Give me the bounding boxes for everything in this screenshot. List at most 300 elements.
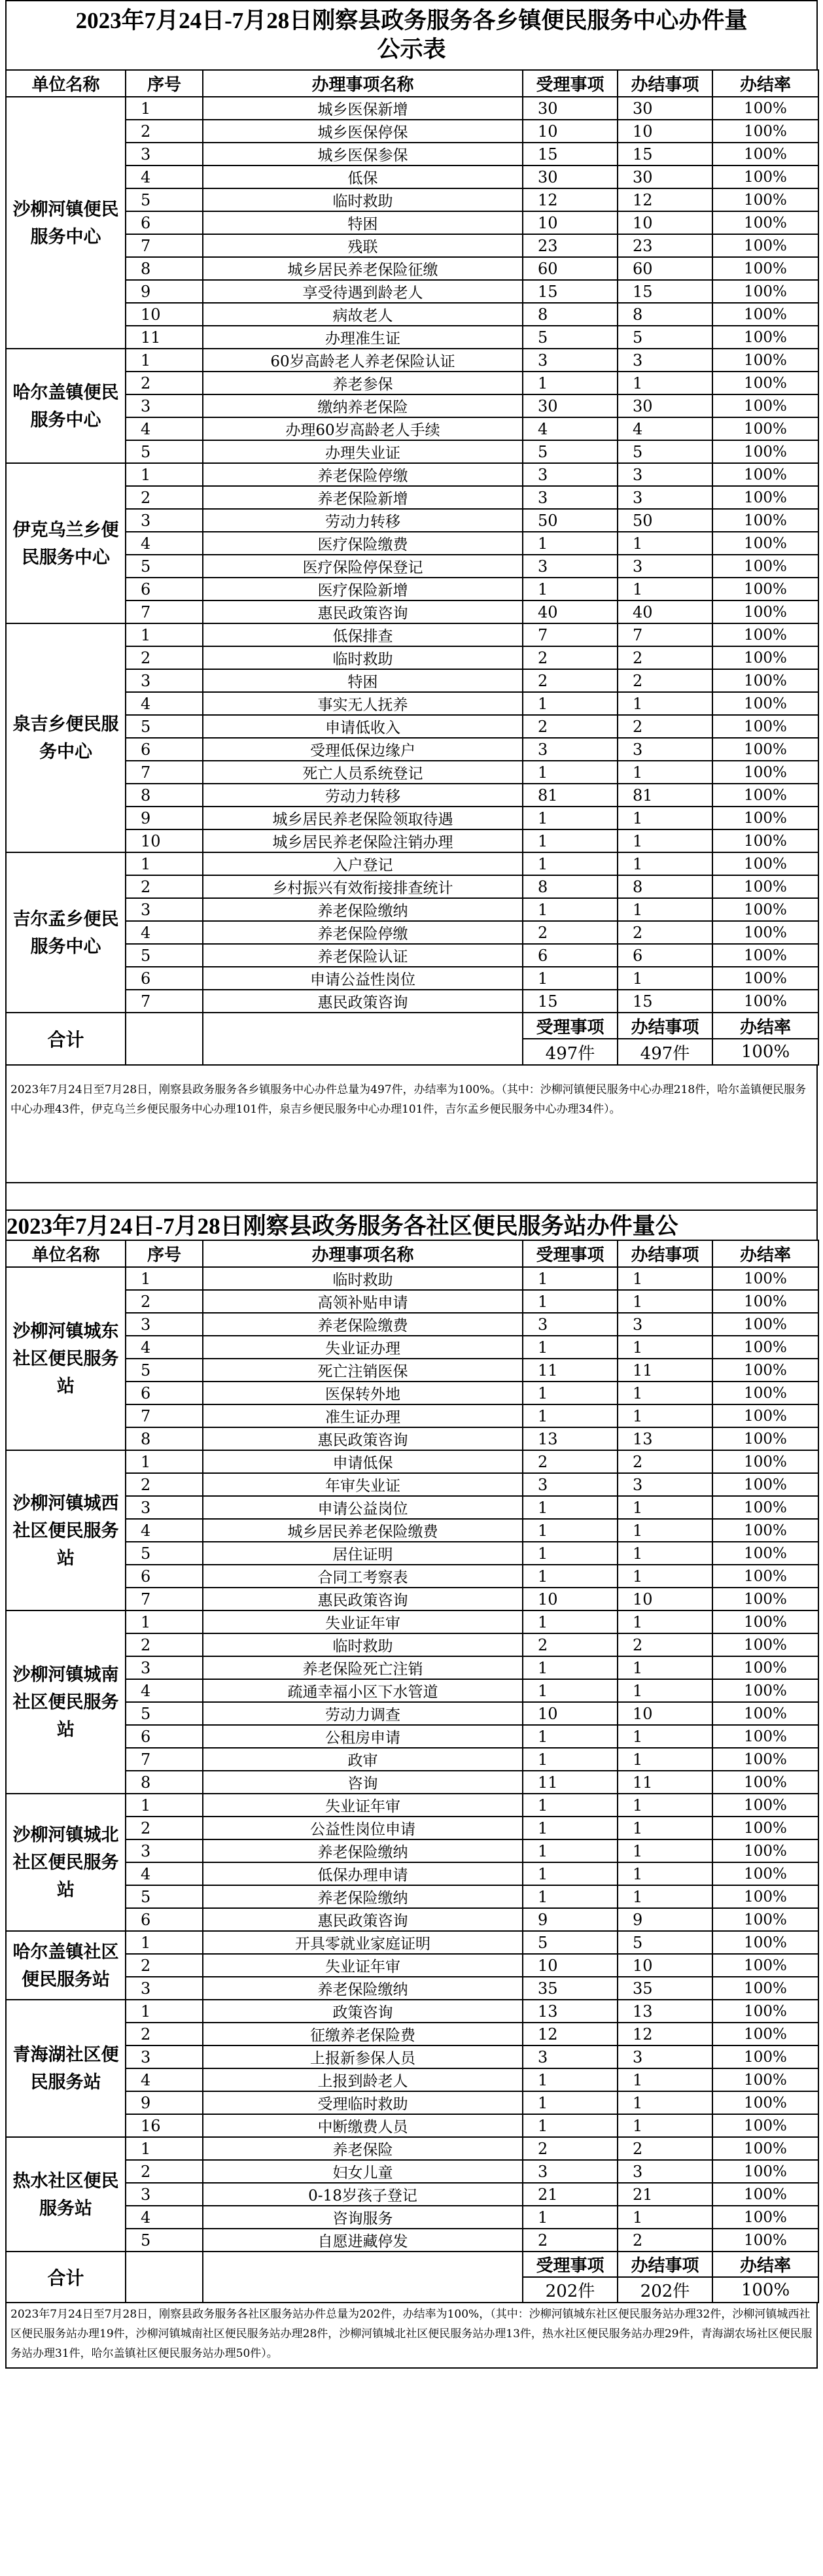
accepted-count: 2 [523, 715, 618, 738]
accepted-count: 2 [523, 921, 618, 944]
done-rate: 100% [712, 303, 818, 326]
item-name: 乡村振兴有效衔接排查统计 [203, 875, 523, 898]
done-rate: 100% [712, 1908, 818, 1931]
table-row [6, 921, 818, 944]
done-rate: 100% [712, 2114, 818, 2137]
section1-header-row [6, 70, 818, 97]
section2-table [5, 1240, 819, 2303]
row-index: 1 [126, 1267, 203, 1290]
done-rate: 100% [712, 2160, 818, 2183]
table-row [6, 394, 818, 417]
done-rate: 100% [712, 1313, 818, 1336]
section1-total-accepted-head: 受理事项 [523, 1013, 618, 1039]
accepted-count: 1 [523, 1885, 618, 1908]
item-name: 准生证办理 [203, 1404, 523, 1427]
accepted-count: 1 [523, 1656, 618, 1679]
done-count: 2 [618, 669, 712, 692]
section1-total-label: 合计 [6, 1013, 126, 1065]
row-index: 16 [126, 2114, 203, 2137]
row-index: 7 [126, 761, 203, 784]
done-rate: 100% [712, 1267, 818, 1290]
table-row [6, 2091, 818, 2114]
table-row [6, 2229, 818, 2252]
item-name: 城乡居民养老保险缴费 [203, 1519, 523, 1542]
item-name: 养老保险死亡注销 [203, 1656, 523, 1679]
row-index: 2 [126, 1633, 203, 1656]
section2-total-rate-head: 办结率 [712, 2252, 818, 2277]
row-index: 3 [126, 1313, 203, 1336]
row-index: 2 [126, 1290, 203, 1313]
done-count: 1 [618, 1839, 712, 1862]
done-count: 1 [618, 1817, 712, 1839]
row-index: 2 [126, 1473, 203, 1496]
accepted-count: 1 [523, 852, 618, 875]
accepted-count: 10 [523, 1588, 618, 1610]
table-row [6, 898, 818, 921]
row-index: 2 [126, 646, 203, 669]
item-name: 临时救助 [203, 1267, 523, 1290]
row-index: 6 [126, 1382, 203, 1404]
done-rate: 100% [712, 509, 818, 532]
accepted-count: 60 [523, 257, 618, 280]
done-rate: 100% [712, 1542, 818, 1565]
row-index: 4 [126, 417, 203, 440]
done-count: 1 [618, 967, 712, 990]
table-row [6, 486, 818, 509]
table-row [6, 578, 818, 600]
done-count: 9 [618, 1908, 712, 1931]
table-row [6, 692, 818, 715]
table-row [6, 761, 818, 784]
done-rate: 100% [712, 280, 818, 303]
item-name: 咨询服务 [203, 2206, 523, 2229]
accepted-count: 10 [523, 120, 618, 143]
item-name: 合同工考察表 [203, 1565, 523, 1588]
accepted-count: 10 [523, 1954, 618, 1977]
item-name: 享受待遇到龄老人 [203, 280, 523, 303]
row-index: 8 [126, 1771, 203, 1794]
unit-name: 哈尔盖镇便民服务中心 [6, 349, 126, 463]
table-row [6, 807, 818, 829]
table-row [6, 875, 818, 898]
accepted-count: 1 [523, 1725, 618, 1748]
item-name: 惠民政策咨询 [203, 990, 523, 1013]
unit-name: 泉吉乡便民服务中心 [6, 623, 126, 852]
item-name: 申请低保 [203, 1450, 523, 1473]
table-row [6, 463, 818, 486]
accepted-count: 1 [523, 967, 618, 990]
row-index: 2 [126, 1817, 203, 1839]
item-name: 上报到龄老人 [203, 2068, 523, 2091]
done-count: 10 [618, 1954, 712, 1977]
accepted-count: 5 [523, 440, 618, 463]
unit-name: 伊克乌兰乡便民服务中心 [6, 463, 126, 623]
table-row [6, 2183, 818, 2206]
accepted-count: 1 [523, 692, 618, 715]
row-index: 2 [126, 372, 203, 394]
done-rate: 100% [712, 852, 818, 875]
item-name: 城乡医保新增 [203, 97, 523, 120]
accepted-count: 1 [523, 807, 618, 829]
table-row [6, 143, 818, 165]
done-count: 1 [618, 1336, 712, 1359]
done-count: 81 [618, 784, 712, 807]
section1-note: 2023年7月24日至7月28日，刚察县政务服务各乡镇服务中心办件总量为497件，办结率为100%。（其中：沙柳河镇便民服务中心办理218件，哈尔盖镇便民服务中心办理43件，伊克乌兰乡便民服务中心办理101件，泉吉乡便民服务中心办理101件，吉尔孟乡便民服务中心办理34件）。 [5, 1066, 818, 1183]
accepted-count: 2 [523, 646, 618, 669]
done-count: 3 [618, 486, 712, 509]
accepted-count: 12 [523, 188, 618, 211]
table-row [6, 555, 818, 578]
row-index: 7 [126, 990, 203, 1013]
row-index: 8 [126, 1427, 203, 1450]
row-index: 5 [126, 1702, 203, 1725]
accepted-count: 2 [523, 1450, 618, 1473]
row-index: 2 [126, 486, 203, 509]
accepted-count: 12 [523, 2023, 618, 2045]
done-count: 1 [618, 372, 712, 394]
accepted-count: 2 [523, 2229, 618, 2252]
done-rate: 100% [712, 1496, 818, 1519]
accepted-count: 1 [523, 1839, 618, 1862]
row-index: 1 [126, 349, 203, 372]
section2-note: 2023年7月24日至7月28日，刚察县政务服务各社区服务站办件总量为202件，办结率为100%，（其中：沙柳河镇城东社区便民服务站办理32件，沙柳河镇城西社区便民服务站办理19件，沙柳河镇城南社区便民服务站办理28件，沙柳河镇城北社区便民服务站办理13件，热水社区便民服务站办理29件，青海湖农场社区便民服务站办理31件，哈尔盖镇社区便民服务站办理50件）。 [5, 2303, 818, 2369]
section1-total-rate-head: 办结率 [712, 1013, 818, 1039]
row-index: 6 [126, 1725, 203, 1748]
done-count: 1 [618, 2114, 712, 2137]
done-rate: 100% [712, 1954, 818, 1977]
row-index: 1 [126, 1931, 203, 1954]
item-name: 临时救助 [203, 1633, 523, 1656]
accepted-count: 3 [523, 555, 618, 578]
accepted-count: 1 [523, 1542, 618, 1565]
table-row [6, 1427, 818, 1450]
done-rate: 100% [712, 2045, 818, 2068]
accepted-count: 1 [523, 1794, 618, 1817]
item-name: 病故老人 [203, 303, 523, 326]
accepted-count: 50 [523, 509, 618, 532]
table-row [6, 1542, 818, 1565]
accepted-count: 1 [523, 1496, 618, 1519]
done-rate: 100% [712, 669, 818, 692]
accepted-count: 5 [523, 1931, 618, 1954]
accepted-count: 4 [523, 417, 618, 440]
done-rate: 100% [712, 692, 818, 715]
done-count: 3 [618, 555, 712, 578]
row-index: 7 [126, 234, 203, 257]
row-index: 3 [126, 1977, 203, 2000]
section2-total-blank-index [126, 2252, 203, 2303]
table-row [6, 1862, 818, 1885]
section2-total-label: 合计 [6, 2252, 126, 2303]
done-count: 1 [618, 1885, 712, 1908]
table-row [6, 211, 818, 234]
table-row [6, 440, 818, 463]
done-count: 1 [618, 1794, 712, 1817]
accepted-count: 3 [523, 463, 618, 486]
accepted-count: 1 [523, 372, 618, 394]
table-row [6, 1565, 818, 1588]
row-index: 7 [126, 600, 203, 623]
item-name: 养老保险缴纳 [203, 1839, 523, 1862]
section-gap [5, 1183, 818, 1210]
done-count: 1 [618, 1267, 712, 1290]
done-count: 1 [618, 1862, 712, 1885]
done-rate: 100% [712, 578, 818, 600]
header-done: 办结事项 [618, 70, 712, 97]
row-index: 7 [126, 1588, 203, 1610]
done-rate: 100% [712, 555, 818, 578]
accepted-count: 1 [523, 1267, 618, 1290]
done-rate: 100% [712, 257, 818, 280]
table-row [6, 303, 818, 326]
accepted-count: 30 [523, 394, 618, 417]
done-rate: 100% [712, 829, 818, 852]
header-index: 序号 [126, 70, 203, 97]
done-count: 1 [618, 898, 712, 921]
done-rate: 100% [712, 486, 818, 509]
table-row [6, 280, 818, 303]
done-count: 12 [618, 2023, 712, 2045]
done-count: 2 [618, 646, 712, 669]
item-name: 临时救助 [203, 646, 523, 669]
item-name: 惠民政策咨询 [203, 1427, 523, 1450]
section2-total [6, 2252, 818, 2303]
accepted-count: 1 [523, 1610, 618, 1633]
item-name: 惠民政策咨询 [203, 1908, 523, 1931]
table-row [6, 2137, 818, 2160]
row-index: 3 [126, 1839, 203, 1862]
item-name: 低保排查 [203, 623, 523, 646]
unit-name: 热水社区便民服务站 [6, 2137, 126, 2252]
done-count: 2 [618, 2137, 712, 2160]
row-index: 6 [126, 967, 203, 990]
table-row [6, 2068, 818, 2091]
item-name: 咨询 [203, 1771, 523, 1794]
row-index: 4 [126, 2206, 203, 2229]
accepted-count: 11 [523, 1771, 618, 1794]
item-name: 申请公益岗位 [203, 1496, 523, 1519]
item-name: 养老保险缴纳 [203, 898, 523, 921]
done-count: 10 [618, 120, 712, 143]
done-rate: 100% [712, 1382, 818, 1404]
done-rate: 100% [712, 967, 818, 990]
done-count: 1 [618, 2091, 712, 2114]
done-count: 2 [618, 1450, 712, 1473]
header-unit: 单位名称 [6, 1240, 126, 1267]
table-row [6, 1908, 818, 1931]
table-row [6, 2114, 818, 2137]
row-index: 9 [126, 807, 203, 829]
accepted-count: 30 [523, 165, 618, 188]
accepted-count: 3 [523, 2045, 618, 2068]
row-index: 5 [126, 440, 203, 463]
done-rate: 100% [712, 2091, 818, 2114]
row-index: 5 [126, 188, 203, 211]
done-count: 10 [618, 1702, 712, 1725]
done-rate: 100% [712, 188, 818, 211]
done-rate: 100% [712, 372, 818, 394]
done-count: 13 [618, 1427, 712, 1450]
done-rate: 100% [712, 807, 818, 829]
done-rate: 100% [712, 1839, 818, 1862]
header-index: 序号 [126, 1240, 203, 1267]
section1-total [6, 1013, 818, 1065]
done-count: 5 [618, 1931, 712, 1954]
table-row [6, 1336, 818, 1359]
done-count: 30 [618, 97, 712, 120]
row-index: 7 [126, 1404, 203, 1427]
item-name: 妇女儿童 [203, 2160, 523, 2183]
row-index: 2 [126, 1954, 203, 1977]
row-index: 6 [126, 578, 203, 600]
row-index: 1 [126, 1610, 203, 1633]
header-rate: 办结率 [712, 70, 818, 97]
unit-name: 沙柳河镇城南社区便民服务站 [6, 1610, 126, 1794]
accepted-count: 1 [523, 578, 618, 600]
item-name: 受理低保边缘户 [203, 738, 523, 761]
row-index: 1 [126, 623, 203, 646]
unit-name: 沙柳河镇便民服务中心 [6, 97, 126, 349]
accepted-count: 1 [523, 2206, 618, 2229]
item-name: 疏通幸福小区下水管道 [203, 1679, 523, 1702]
item-name: 特困 [203, 669, 523, 692]
done-rate: 100% [712, 1633, 818, 1656]
done-count: 3 [618, 1313, 712, 1336]
item-name: 临时救助 [203, 188, 523, 211]
done-rate: 100% [712, 1679, 818, 1702]
done-count: 3 [618, 1473, 712, 1496]
row-index: 3 [126, 509, 203, 532]
table-row [6, 1450, 818, 1473]
done-rate: 100% [712, 646, 818, 669]
section1-body [6, 97, 818, 1013]
item-name: 医疗保险停保登记 [203, 555, 523, 578]
item-name: 办理准生证 [203, 326, 523, 349]
done-count: 60 [618, 257, 712, 280]
done-rate: 100% [712, 2000, 818, 2023]
unit-name: 沙柳河镇城东社区便民服务站 [6, 1267, 126, 1450]
table-row [6, 623, 818, 646]
row-index: 4 [126, 532, 203, 555]
table-row [6, 784, 818, 807]
header-rate: 办结率 [712, 1240, 818, 1267]
table-row [6, 967, 818, 990]
done-rate: 100% [712, 1359, 818, 1382]
item-name: 受理临时救助 [203, 2091, 523, 2114]
done-rate: 100% [712, 921, 818, 944]
table-row [6, 1885, 818, 1908]
done-rate: 100% [712, 990, 818, 1013]
done-count: 1 [618, 692, 712, 715]
table-row [6, 1679, 818, 1702]
item-name: 自愿进藏停发 [203, 2229, 523, 2252]
done-count: 15 [618, 990, 712, 1013]
done-count: 15 [618, 280, 712, 303]
done-count: 1 [618, 1404, 712, 1427]
accepted-count: 1 [523, 1679, 618, 1702]
done-count: 30 [618, 165, 712, 188]
row-index: 3 [126, 143, 203, 165]
item-name: 居住证明 [203, 1542, 523, 1565]
item-name: 60岁高龄老人养老保险认证 [203, 349, 523, 372]
row-index: 6 [126, 211, 203, 234]
section2-title: 2023年7月24日-7月28日刚察县政务服务各社区便民服务站办件量公 [5, 1210, 818, 1240]
done-count: 1 [618, 1565, 712, 1588]
row-index: 3 [126, 394, 203, 417]
done-count: 10 [618, 211, 712, 234]
item-name: 养老保险 [203, 2137, 523, 2160]
row-index: 4 [126, 1336, 203, 1359]
done-rate: 100% [712, 898, 818, 921]
table-row [6, 1839, 818, 1862]
header-done: 办结事项 [618, 1240, 712, 1267]
accepted-count: 1 [523, 1519, 618, 1542]
accepted-count: 1 [523, 1565, 618, 1588]
table-row [6, 1748, 818, 1771]
accepted-count: 1 [523, 1382, 618, 1404]
section2-header-row [6, 1240, 818, 1267]
row-index: 5 [126, 2229, 203, 2252]
item-name: 事实无人抚养 [203, 692, 523, 715]
done-count: 1 [618, 2206, 712, 2229]
done-count: 1 [618, 761, 712, 784]
item-name: 养老保险认证 [203, 944, 523, 967]
table-row [6, 1588, 818, 1610]
row-index: 9 [126, 280, 203, 303]
done-rate: 100% [712, 1725, 818, 1748]
done-rate: 100% [712, 2206, 818, 2229]
done-count: 1 [618, 2068, 712, 2091]
item-name: 养老保险停缴 [203, 921, 523, 944]
item-name: 特困 [203, 211, 523, 234]
row-index: 5 [126, 1359, 203, 1382]
section1-total-done: 497件 [618, 1039, 712, 1065]
done-count: 2 [618, 715, 712, 738]
done-count: 12 [618, 188, 712, 211]
row-index: 3 [126, 1496, 203, 1519]
done-count: 1 [618, 1725, 712, 1748]
row-index: 4 [126, 165, 203, 188]
done-count: 5 [618, 326, 712, 349]
item-name: 低保 [203, 165, 523, 188]
done-count: 1 [618, 1542, 712, 1565]
done-rate: 100% [712, 944, 818, 967]
done-count: 1 [618, 532, 712, 555]
section2-total-done-head: 办结事项 [618, 2252, 712, 2277]
item-name: 养老保险缴费 [203, 1313, 523, 1336]
item-name: 缴纳养老保险 [203, 394, 523, 417]
table-row [6, 326, 818, 349]
item-name: 公租房申请 [203, 1725, 523, 1748]
row-index: 1 [126, 97, 203, 120]
header-item: 办理事项名称 [203, 70, 523, 97]
item-name: 城乡居民养老保险注销办理 [203, 829, 523, 852]
row-index: 5 [126, 1542, 203, 1565]
done-count: 50 [618, 509, 712, 532]
done-count: 1 [618, 852, 712, 875]
item-name: 政策咨询 [203, 2000, 523, 2023]
section2-total-blank-item [203, 2252, 523, 2303]
table-row [6, 990, 818, 1013]
done-rate: 100% [712, 2137, 818, 2160]
item-name: 城乡医保参保 [203, 143, 523, 165]
section2-body [6, 1267, 818, 2252]
item-name: 医疗保险新增 [203, 578, 523, 600]
item-name: 医疗保险缴费 [203, 532, 523, 555]
accepted-count: 1 [523, 532, 618, 555]
done-rate: 100% [712, 600, 818, 623]
table-row [6, 2206, 818, 2229]
